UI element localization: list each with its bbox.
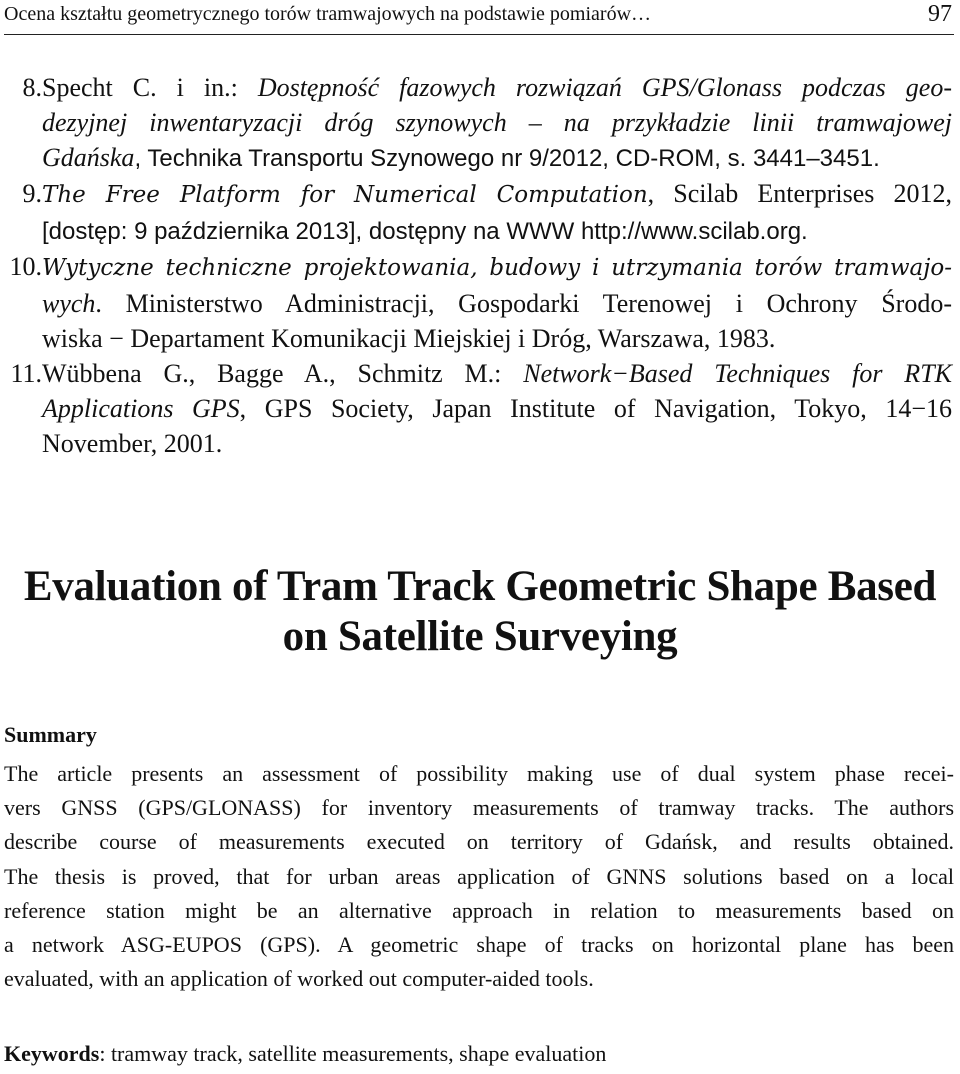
reference-text: November, 2001. [42,429,223,458]
reference-number: 9. [22,179,42,208]
reference-title-text: Gdańska [42,143,135,172]
reference-line [42,321,952,356]
reference-title-text: Network−Based Techniques for RTK [523,359,952,388]
reference-title-text: The Free Platform for Numerical Computation [42,182,648,208]
reference-number: 8. [22,73,42,102]
reference-text: , Scilab Enterprises 2012, [647,179,952,208]
summary-line: vers GNSS (GPS/GLONASS) for inventory measurements of tramway tracks. The authors [4,795,954,821]
reference-title-text: dezyjnej inwentaryzacji dróg szynowych – na przykładzie linii tramwajowej [42,108,952,137]
reference-line [42,426,952,461]
reference-line [42,140,952,176]
reference-text: [dostęp: 9 października 2013], dostępny na WWW http://www.scilab.org. [42,218,808,245]
reference-number: 10. [9,252,42,281]
reference-item [0,176,960,249]
reference-text: . Ministerstwo Administracji, Gospodarki Terenowej i Ochrony Środo- [95,289,952,318]
summary-line: evaluated, with an application of worked out computer-aided tools. [4,966,594,992]
reference-title-text: wych [42,289,96,318]
reference-number: 11. [10,359,42,388]
reference-text: , GPS Society, Japan Institute of Navigation, Tokyo, 14−16 [239,394,952,423]
reference-title-text: Applications GPS [42,394,240,423]
reference-item [0,356,960,461]
reference-line [42,176,952,213]
reference-line [42,249,952,286]
summary-line: reference station might be an alternative approach in relation to measurements based on [4,897,954,923]
english-title-line-1: Evaluation of Tram Track Geometric Shape Based [23,563,937,610]
reference-title-text: Dostępność fazowych rozwiązań GPS/Glonass podczas geo- [257,73,952,102]
summary-line: describe course of measurements executed on territory of Gdańsk, and results obtained. [4,829,954,855]
reference-line [42,70,952,105]
running-title: Ocena kształtu geometrycznego torów tramwajowych na podstawie pomiarów… [4,3,652,25]
reference-line [42,286,952,321]
summary-text [4,757,954,996]
reference-item [0,70,960,176]
keywords-text: : tramway track, satellite measurements, shape evaluation [99,1041,607,1066]
reference-line [42,105,952,140]
reference-item [0,249,960,356]
summary-line: The thesis is proved, that for urban areas application of GNNS solutions based on a local [4,863,954,889]
reference-text: wiska − Departament Komunikacji Miejskiej i Dróg, Warszawa, 1983. [42,324,776,353]
keywords-line [4,1041,606,1067]
english-title-line-2: on Satellite Surveying [282,613,678,660]
summary-line: a network ASG-EUPOS (GPS). A geometric shape of tracks on horizontal plane has been [4,932,954,958]
running-header [4,0,954,35]
reference-text: , Technika Transportu Szynowego nr 9/2012, CD-ROM, s. 3441–3451. [134,145,880,172]
reference-text: Wübbena G., Bagge A., Schmitz M.: [42,359,524,388]
reference-line [42,391,952,426]
reference-text: Specht C. i in.: [42,73,258,102]
summary-heading: Summary [4,722,97,747]
reference-list [0,70,960,461]
page-number: 97 [928,1,952,27]
keywords-label: Keywords [4,1041,100,1066]
summary-line: The article presents an assessment of possibility making use of dual system phase recei- [4,761,954,786]
english-title [0,562,960,662]
reference-title-text: Wytyczne techniczne projektowania, budowy i utrzymania torów tramwajo- [42,255,952,281]
reference-line [42,213,952,249]
reference-line [42,356,952,391]
